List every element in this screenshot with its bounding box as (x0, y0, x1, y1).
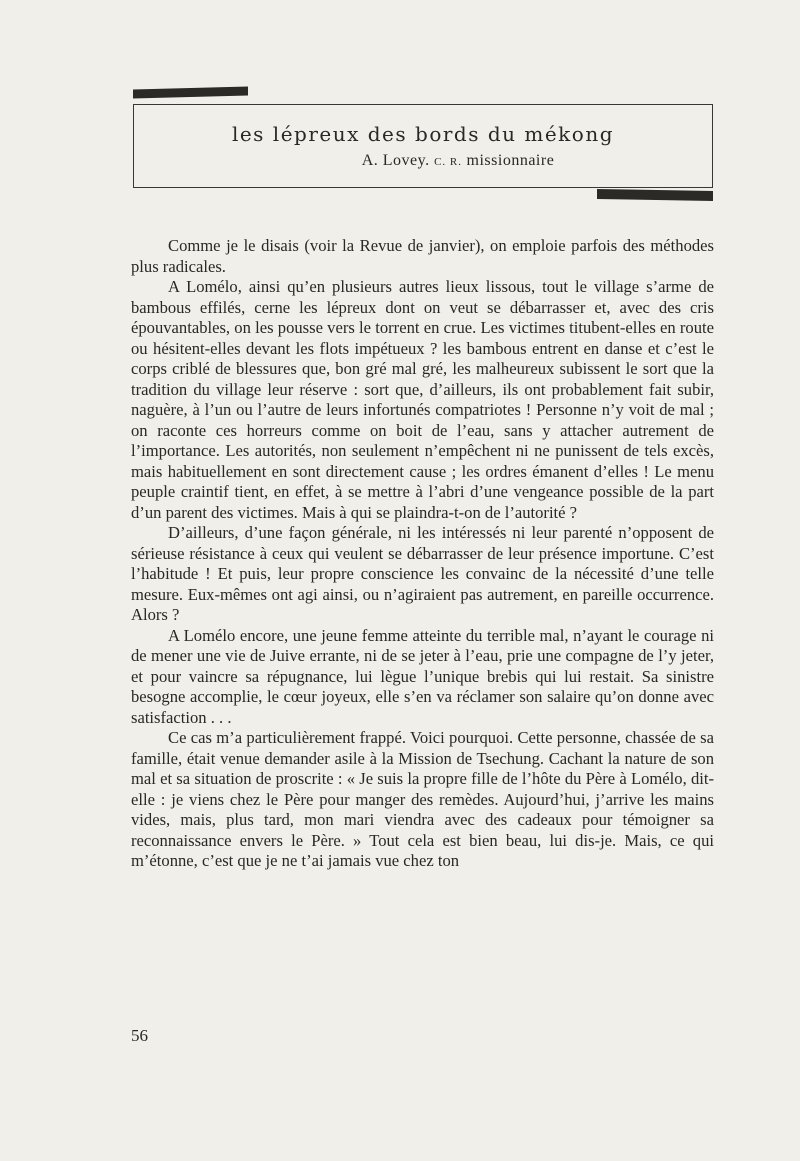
title-decorative-bar-bottom (597, 189, 713, 201)
article-title-box (133, 104, 713, 188)
author-order: C. R. (434, 156, 463, 168)
article-title: les lépreux des bords du mékong (231, 122, 615, 146)
author-name: A. Lovey. (361, 152, 430, 169)
paragraph: D’ailleurs, d’une façon générale, ni les intéressés ni leur parenté n’opposent de sérieuse résistance à ceux qui veulent se débarrasser de leur présence importune. C’est l’habitude ! Et puis, leur propre conscience les convainc de la nécessité d’une telle mesure. Eux-mêmes ont agi ainsi, ou n’agiraient pas autrement, en pareille occurrence. Alors ? (131, 523, 714, 624)
paragraph: Comme je le disais (voir la Revue de janvier), on emploie parfois des méthodes plus radicales. (131, 236, 714, 276)
article-body (131, 236, 714, 872)
paragraph: Ce cas m’a particulièrement frappé. Voici pourquoi. Cette personne, chassée de sa famille, était venue demander asile à la Mission de Tsechung. Cachant la nature de son mal et sa situation de proscrite : « Je suis la propre fille de l’hôte du Père à Lomélo, dit-elle : je viens chez le Père pour manger des remèdes. Aujourd’hui, j’arrive les mains vides, mais, plus tard, mon mari viendra avec des cadeaux pour témoigner sa reconnaissance envers le Père. » Tout cela est bien beau, lui dis-je. Mais, ce qui m’étonne, c’est que je ne t’ai jamais vue chez ton (131, 728, 714, 870)
author-role: missionnaire (466, 152, 555, 169)
paragraph: A Lomélo encore, une jeune femme atteinte du terrible mal, n’ayant le courage ni de mener une vie de Juive errante, ni de se jeter à l’eau, prie une compagne de l’y jeter, et pour vaincre sa répugnance, lui lègue l’unique brebis qui lui restait. Sa sinistre besogne accomplie, le cœur joyeux, elle s’en va réclamer son salaire qu’on donne avec satisfaction . . . (131, 625, 714, 727)
title-decorative-bar-top (133, 86, 248, 98)
author-byline (134, 152, 712, 170)
paragraph: A Lomélo, ainsi qu’en plusieurs autres lieux lissous, tout le village s’arme de bambous effilés, cerne les lépreux dont on veut se débarrasser et, avec des cris épouvantables, on les pousse vers le torrent en crue. Les victimes titubent-elles en route ou hésitent-elles devant les flots impétueux ? les bambous entrent en danse et c’est le corps criblé de blessures que, bon gré mal gré, les malheureux subissent le sort que la tradition du village leur réserve : sort que, d’ailleurs, ils ont probablement fait subir, naguère, à l’un ou l’autre de leurs infortunés compatriotes ! Personne n’y voit de mal ; on raconte ces horreurs comme on boit de l’eau, sans y attacher autrement de l’importance. Les autorités, non seulement n’empêchent ni ne punissent de tels excès, mais habituellement en sont directement cause ; les ordres émanent d’elles ! Le menu peuple craintif tient, en effet, à se mettre à l’abri d’une vengeance possible de la part d’un parent des victimes. Mais à qui se plaindra-t-on de l’autorité ? (131, 277, 714, 522)
page-number: 56 (131, 1026, 148, 1045)
